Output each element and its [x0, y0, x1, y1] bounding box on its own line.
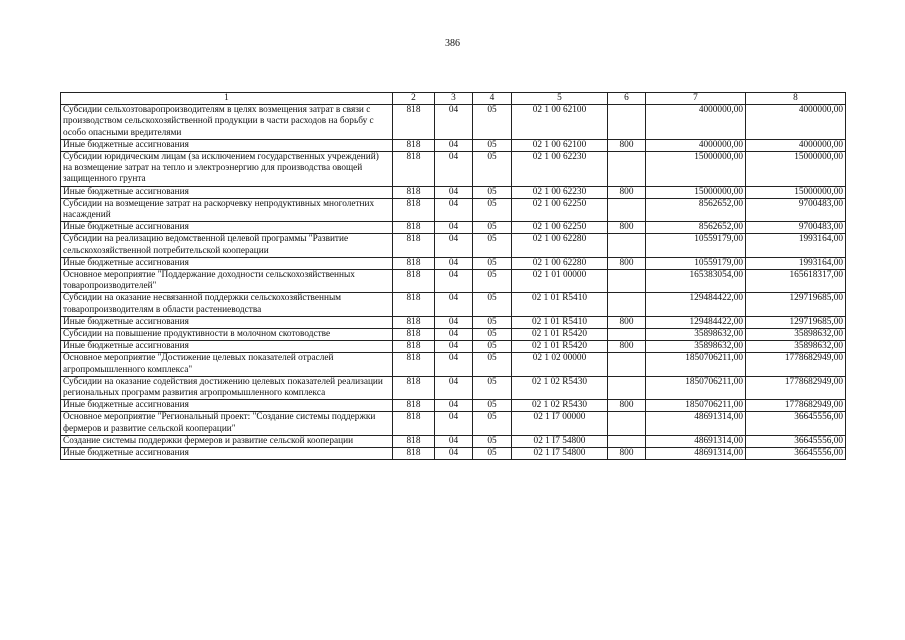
cell-expense-type — [608, 329, 646, 341]
row-description: Субсидии на реализацию ведомственной целевой программы "Развитие сельскохозяйственной потребительской кооперации — [61, 234, 393, 257]
table-row — [61, 400, 846, 412]
cell-target-article: 02 1 I7 54800 — [512, 448, 608, 460]
cell-target-article: 02 1 01 R5420 — [512, 329, 608, 341]
cell-target-article: 02 1 01 R5410 — [512, 293, 608, 316]
cell-section-code: 04 — [435, 376, 473, 399]
cell-ministry-code: 818 — [393, 270, 435, 293]
cell-amount-year-1: 10559179,00 — [646, 257, 746, 269]
cell-ministry-code: 818 — [393, 448, 435, 460]
cell-section-code: 04 — [435, 448, 473, 460]
cell-ministry-code: 818 — [393, 152, 435, 187]
cell-amount-year-1: 1850706211,00 — [646, 376, 746, 399]
cell-subsection-code: 05 — [473, 448, 512, 460]
cell-section-code: 04 — [435, 222, 473, 234]
cell-expense-type: 800 — [608, 400, 646, 412]
cell-amount-year-1: 35898632,00 — [646, 329, 746, 341]
cell-target-article: 02 1 00 62280 — [512, 234, 608, 257]
cell-amount-year-2: 36645556,00 — [746, 412, 846, 435]
cell-amount-year-1: 48691314,00 — [646, 412, 746, 435]
table-row — [61, 435, 846, 447]
cell-amount-year-2: 1778682949,00 — [746, 400, 846, 412]
cell-ministry-code: 818 — [393, 353, 435, 376]
column-header: 7 — [646, 93, 746, 105]
cell-expense-type: 800 — [608, 257, 646, 269]
cell-amount-year-2: 4000000,00 — [746, 105, 846, 140]
table-body — [61, 105, 846, 460]
table-row — [61, 448, 846, 460]
cell-section-code: 04 — [435, 139, 473, 151]
cell-ministry-code: 818 — [393, 329, 435, 341]
cell-amount-year-2: 9700483,00 — [746, 222, 846, 234]
cell-section-code: 04 — [435, 412, 473, 435]
table-row — [61, 412, 846, 435]
column-header: 5 — [512, 93, 608, 105]
cell-subsection-code: 05 — [473, 270, 512, 293]
cell-amount-year-1: 48691314,00 — [646, 435, 746, 447]
row-description: Субсидии на оказание содействия достижению целевых показателей реализации региональных программ развития агропромышленного комплекса — [61, 376, 393, 399]
cell-subsection-code: 05 — [473, 316, 512, 328]
cell-target-article: 02 1 I7 54800 — [512, 435, 608, 447]
table-row — [61, 293, 846, 316]
cell-subsection-code: 05 — [473, 293, 512, 316]
cell-amount-year-1: 4000000,00 — [646, 139, 746, 151]
cell-ministry-code: 818 — [393, 105, 435, 140]
cell-amount-year-2: 4000000,00 — [746, 139, 846, 151]
cell-expense-type: 800 — [608, 448, 646, 460]
cell-target-article: 02 1 02 R5430 — [512, 400, 608, 412]
cell-section-code: 04 — [435, 341, 473, 353]
cell-expense-type — [608, 435, 646, 447]
cell-ministry-code: 818 — [393, 198, 435, 221]
cell-section-code: 04 — [435, 257, 473, 269]
row-description: Иные бюджетные ассигнования — [61, 316, 393, 328]
cell-subsection-code: 05 — [473, 234, 512, 257]
cell-expense-type — [608, 412, 646, 435]
cell-section-code: 04 — [435, 270, 473, 293]
cell-subsection-code: 05 — [473, 376, 512, 399]
cell-amount-year-2: 1993164,00 — [746, 257, 846, 269]
row-description: Иные бюджетные ассигнования — [61, 186, 393, 198]
cell-amount-year-1: 8562652,00 — [646, 222, 746, 234]
cell-ministry-code: 818 — [393, 316, 435, 328]
cell-target-article: 02 1 01 R5410 — [512, 316, 608, 328]
cell-amount-year-2: 165618317,00 — [746, 270, 846, 293]
row-description: Субсидии сельхозтоваропроизводителям в целях возмещения затрат в связи с производством сельскохозяйственной продукции в части расходов на борьбу с особо опасными вредителями — [61, 105, 393, 140]
table-row — [61, 257, 846, 269]
cell-target-article: 02 1 00 62100 — [512, 105, 608, 140]
cell-amount-year-1: 35898632,00 — [646, 341, 746, 353]
cell-target-article: 02 1 00 62250 — [512, 222, 608, 234]
cell-expense-type — [608, 293, 646, 316]
cell-amount-year-2: 1778682949,00 — [746, 376, 846, 399]
cell-subsection-code: 05 — [473, 329, 512, 341]
cell-amount-year-1: 8562652,00 — [646, 198, 746, 221]
column-header: 8 — [746, 93, 846, 105]
cell-expense-type — [608, 198, 646, 221]
cell-section-code: 04 — [435, 400, 473, 412]
cell-expense-type — [608, 353, 646, 376]
cell-subsection-code: 05 — [473, 353, 512, 376]
cell-expense-type — [608, 234, 646, 257]
cell-target-article: 02 1 01 R5420 — [512, 341, 608, 353]
table-row — [61, 234, 846, 257]
cell-amount-year-1: 129484422,00 — [646, 293, 746, 316]
cell-expense-type: 800 — [608, 341, 646, 353]
cell-amount-year-1: 15000000,00 — [646, 152, 746, 187]
cell-subsection-code: 05 — [473, 198, 512, 221]
cell-amount-year-2: 15000000,00 — [746, 152, 846, 187]
cell-amount-year-2: 35898632,00 — [746, 329, 846, 341]
cell-amount-year-1: 4000000,00 — [646, 105, 746, 140]
cell-ministry-code: 818 — [393, 435, 435, 447]
row-description: Основное мероприятие "Региональный проект: "Создание системы поддержки фермеров и развитие сельской кооперации" — [61, 412, 393, 435]
cell-expense-type: 800 — [608, 222, 646, 234]
column-header: 4 — [473, 93, 512, 105]
cell-target-article: 02 1 I7 00000 — [512, 412, 608, 435]
table-row — [61, 198, 846, 221]
cell-amount-year-2: 1778682949,00 — [746, 353, 846, 376]
cell-target-article: 02 1 02 00000 — [512, 353, 608, 376]
row-description: Иные бюджетные ассигнования — [61, 448, 393, 460]
budget-table — [60, 92, 846, 460]
table-row — [61, 316, 846, 328]
cell-section-code: 04 — [435, 293, 473, 316]
cell-expense-type — [608, 270, 646, 293]
cell-ministry-code: 818 — [393, 376, 435, 399]
cell-subsection-code: 05 — [473, 139, 512, 151]
table-row — [61, 353, 846, 376]
table-row — [61, 222, 846, 234]
cell-subsection-code: 05 — [473, 341, 512, 353]
cell-target-article: 02 1 00 62230 — [512, 186, 608, 198]
cell-target-article: 02 1 00 62280 — [512, 257, 608, 269]
cell-expense-type: 800 — [608, 316, 646, 328]
cell-ministry-code: 818 — [393, 234, 435, 257]
cell-ministry-code: 818 — [393, 400, 435, 412]
cell-target-article: 02 1 00 62250 — [512, 198, 608, 221]
cell-subsection-code: 05 — [473, 435, 512, 447]
cell-target-article: 02 1 02 R5430 — [512, 376, 608, 399]
cell-ministry-code: 818 — [393, 186, 435, 198]
row-description: Субсидии на оказание несвязанной поддержки сельскохозяйственным товаропроизводителям в области растениеводства — [61, 293, 393, 316]
cell-amount-year-2: 9700483,00 — [746, 198, 846, 221]
cell-amount-year-2: 36645556,00 — [746, 448, 846, 460]
cell-target-article: 02 1 00 62100 — [512, 139, 608, 151]
cell-subsection-code: 05 — [473, 257, 512, 269]
cell-subsection-code: 05 — [473, 400, 512, 412]
cell-amount-year-2: 129719685,00 — [746, 316, 846, 328]
cell-amount-year-1: 129484422,00 — [646, 316, 746, 328]
row-description: Основное мероприятие "Поддержание доходности сельскохозяйственных товаропроизводителей" — [61, 270, 393, 293]
cell-section-code: 04 — [435, 329, 473, 341]
column-header: 1 — [61, 93, 393, 105]
cell-amount-year-1: 10559179,00 — [646, 234, 746, 257]
column-header: 6 — [608, 93, 646, 105]
row-description: Субсидии на возмещение затрат на раскорчевку непродуктивных многолетних насаждений — [61, 198, 393, 221]
cell-target-article: 02 1 00 62230 — [512, 152, 608, 187]
cell-ministry-code: 818 — [393, 412, 435, 435]
row-description: Иные бюджетные ассигнования — [61, 139, 393, 151]
cell-expense-type — [608, 152, 646, 187]
row-description: Иные бюджетные ассигнования — [61, 257, 393, 269]
cell-section-code: 04 — [435, 353, 473, 376]
row-description: Создание системы поддержки фермеров и развитие сельской кооперации — [61, 435, 393, 447]
cell-expense-type: 800 — [608, 139, 646, 151]
cell-ministry-code: 818 — [393, 293, 435, 316]
cell-amount-year-1: 1850706211,00 — [646, 353, 746, 376]
cell-section-code: 04 — [435, 152, 473, 187]
cell-section-code: 04 — [435, 316, 473, 328]
cell-ministry-code: 818 — [393, 341, 435, 353]
cell-subsection-code: 05 — [473, 186, 512, 198]
row-description: Иные бюджетные ассигнования — [61, 400, 393, 412]
table-row — [61, 270, 846, 293]
cell-amount-year-2: 36645556,00 — [746, 435, 846, 447]
cell-amount-year-2: 15000000,00 — [746, 186, 846, 198]
table-row — [61, 186, 846, 198]
cell-section-code: 04 — [435, 435, 473, 447]
table-row — [61, 105, 846, 140]
row-description: Субсидии юридическим лицам (за исключением государственных учреждений) на возмещение затрат на тепло и электроэнергию для производства овощей защищенного грунта — [61, 152, 393, 187]
cell-amount-year-2: 129719685,00 — [746, 293, 846, 316]
row-description: Основное мероприятие "Достижение целевых показателей отраслей агропромышленного комплекса" — [61, 353, 393, 376]
cell-expense-type — [608, 376, 646, 399]
row-description: Иные бюджетные ассигнования — [61, 341, 393, 353]
cell-expense-type — [608, 105, 646, 140]
table-row — [61, 376, 846, 399]
cell-ministry-code: 818 — [393, 257, 435, 269]
cell-expense-type: 800 — [608, 186, 646, 198]
page-number: 386 — [445, 38, 460, 49]
cell-amount-year-1: 48691314,00 — [646, 448, 746, 460]
cell-amount-year-2: 35898632,00 — [746, 341, 846, 353]
cell-target-article: 02 1 01 00000 — [512, 270, 608, 293]
cell-section-code: 04 — [435, 105, 473, 140]
cell-amount-year-1: 15000000,00 — [646, 186, 746, 198]
cell-ministry-code: 818 — [393, 222, 435, 234]
cell-amount-year-1: 165383054,00 — [646, 270, 746, 293]
cell-section-code: 04 — [435, 186, 473, 198]
column-header: 3 — [435, 93, 473, 105]
row-description: Иные бюджетные ассигнования — [61, 222, 393, 234]
table-row — [61, 152, 846, 187]
column-header: 2 — [393, 93, 435, 105]
cell-amount-year-2: 1993164,00 — [746, 234, 846, 257]
cell-subsection-code: 05 — [473, 152, 512, 187]
table-row — [61, 139, 846, 151]
table-row — [61, 329, 846, 341]
table-row — [61, 341, 846, 353]
cell-subsection-code: 05 — [473, 222, 512, 234]
row-description: Субсидии на повышение продуктивности в молочном скотоводстве — [61, 329, 393, 341]
cell-section-code: 04 — [435, 198, 473, 221]
cell-subsection-code: 05 — [473, 105, 512, 140]
cell-ministry-code: 818 — [393, 139, 435, 151]
cell-subsection-code: 05 — [473, 412, 512, 435]
table-header-row — [61, 93, 846, 105]
cell-amount-year-1: 1850706211,00 — [646, 400, 746, 412]
cell-section-code: 04 — [435, 234, 473, 257]
